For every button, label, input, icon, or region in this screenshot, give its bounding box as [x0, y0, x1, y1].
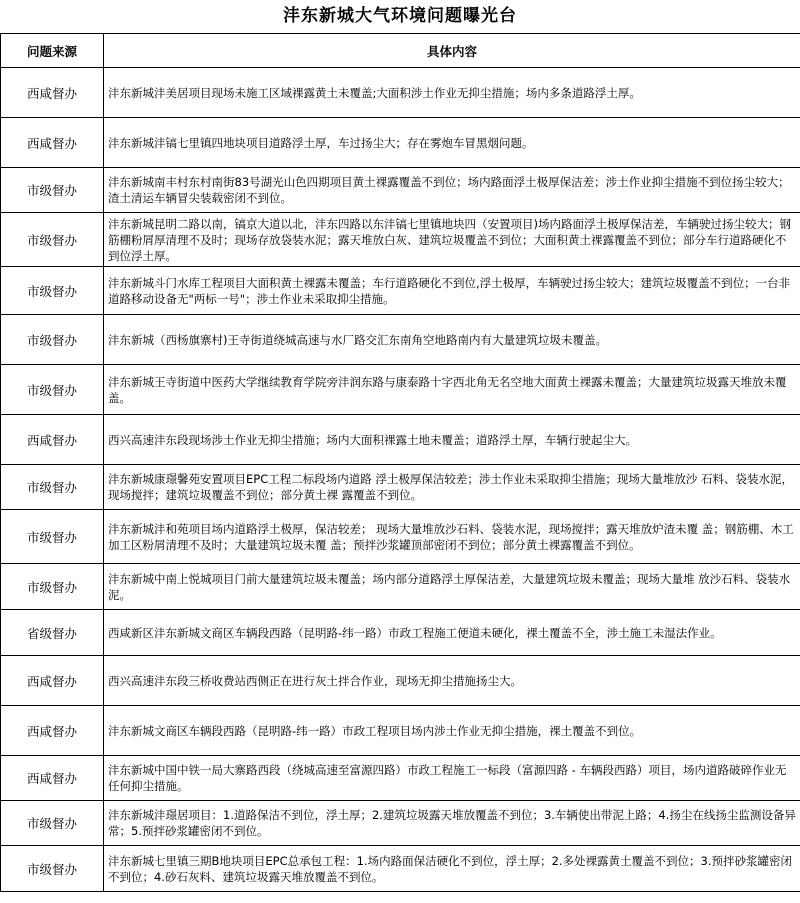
row-content: 沣东新城（西杨旗寨村)王寺街道绕城高速与水厂路交汇东南角空地路南内有大量建筑垃圾未覆盖。	[104, 315, 800, 365]
row-content: 沣东新城文商区车辆段西路（昆明路-纬一路）市政工程项目场内涉土作业无抑尘措施，裸土覆盖不到位。	[104, 706, 800, 756]
row-source: 西咸督办	[1, 656, 104, 706]
row-source: 市级督办	[1, 213, 104, 267]
table-row	[1, 756, 800, 801]
row-source: 市级督办	[1, 315, 104, 365]
table-row	[1, 801, 800, 846]
table-row	[1, 118, 800, 168]
row-content: 沣东新城中国中铁一局大寨路西段（绕城高速至富源四路）市政工程施工一标段（富源四路 - 车辆段西路）项目，场内道路破碎作业无任何抑尘措施。	[104, 756, 800, 801]
row-content: 沣东新城沣镐七里镇四地块项目道路浮土厚，车过扬尘大；存在雾炮车冒黑烟问题。	[104, 118, 800, 168]
header-content: 具体内容	[104, 34, 800, 68]
table-row	[1, 846, 800, 892]
table-row	[1, 510, 800, 564]
table-row	[1, 465, 800, 510]
row-source: 西咸督办	[1, 756, 104, 801]
header-source: 问题来源	[1, 34, 104, 68]
row-content: 沣东新城沣璟居项目：1.道路保洁不到位，浮土厚；2.建筑垃圾露天堆放覆盖不到位；3.车辆使出带泥上路；4.扬尘在线扬尘监测设备异常；5.预拌砂浆罐密闭不到位。	[104, 801, 800, 846]
table-row	[1, 365, 800, 415]
table-row	[1, 564, 800, 610]
row-source: 西咸督办	[1, 415, 104, 465]
row-source: 市级督办	[1, 846, 104, 892]
row-source: 西咸督办	[1, 118, 104, 168]
table-row	[1, 267, 800, 315]
row-content: 西兴高速沣东段现场涉土作业无抑尘措施；场内大面积裸露土地未覆盖；道路浮土厚，车辆行驶起尘大。	[104, 415, 800, 465]
row-source: 市级督办	[1, 801, 104, 846]
row-content: 沣东新城王寺街道中医药大学继续教育学院旁沣润东路与康泰路十字西北角无名空地大面黄土裸露未覆盖；大量建筑垃圾露天堆放未覆盖。	[104, 365, 800, 415]
table-row	[1, 610, 800, 656]
row-content: 沣东新城沣和苑项目场内道路浮土极厚，保洁较差； 现场大量堆放沙石料、袋装水泥，现场搅拌；露天堆放炉渣未覆 盖；钢筋棚、木工加工区粉屑清理不及时；大量建筑垃圾未覆 盖；预拌沙浆罐顶部密闭不到位；部分黄土裸露覆盖不到位。	[104, 510, 800, 564]
row-content: 西兴高速沣东段三桥收费站西侧正在进行灰土拌合作业，现场无抑尘措施扬尘大。	[104, 656, 800, 706]
row-source: 市级督办	[1, 365, 104, 415]
table-header-row	[1, 34, 800, 68]
row-source: 西咸督办	[1, 706, 104, 756]
row-source: 省级督办	[1, 610, 104, 656]
row-source: 市级督办	[1, 168, 104, 213]
row-source: 市级督办	[1, 267, 104, 315]
row-content: 沣东新城沣美居项目现场未施工区域裸露黄土未覆盖;大面积涉土作业无抑尘措施；场内多条道路浮土厚。	[104, 68, 800, 118]
row-content: 沣东新城七里镇三期B地块项目EPC总承包工程：1.场内路面保洁硬化不到位，浮土厚；2.多处裸露黄土覆盖不到位；3.预拌砂浆罐密闭不到位；4.砂石灰料、建筑垃圾露天堆放覆盖不到位。	[104, 846, 800, 892]
row-source: 市级督办	[1, 564, 104, 610]
exposure-table	[0, 33, 800, 892]
row-source: 市级督办	[1, 465, 104, 510]
table-row	[1, 315, 800, 365]
table-row	[1, 213, 800, 267]
row-content: 沣东新城中南上悦城项目门前大量建筑垃圾未覆盖；场内部分道路浮土厚保洁差，大量建筑垃圾未覆盖；现场大量堆 放沙石料、袋装水泥。	[104, 564, 800, 610]
table-row	[1, 656, 800, 706]
row-source: 市级督办	[1, 510, 104, 564]
page-title: 沣东新城大气环境问题曝光台	[283, 6, 517, 26]
row-content: 西咸新区沣东新城文商区车辆段西路（昆明路-纬一路）市政工程施工便道未硬化，裸土覆盖不全，涉土施工未湿法作业。	[104, 610, 800, 656]
table-row	[1, 706, 800, 756]
row-content: 沣东新城斗门水库工程项目大面积黄土裸露未覆盖；车行道路硬化不到位,浮土极厚，车辆驶过扬尘较大；建筑垃圾覆盖不到位；一台非道路移动设备无"两标一号"；涉土作业未采取抑尘措施。	[104, 267, 800, 315]
row-source: 西咸督办	[1, 68, 104, 118]
table-row	[1, 68, 800, 118]
table-row	[1, 415, 800, 465]
table-row	[1, 168, 800, 213]
row-content: 沣东新城昆明二路以南，镐京大道以北，沣东四路以东沣镐七里镇地块四（安置项目)场内路面浮土极厚保洁差，车辆驶过扬尘较大；钢筋棚粉屑厚清理不及时；现场存放袋装水泥；露天堆放白灰、建筑垃圾覆盖不到位；大面积黄土裸露覆盖不到位；部分车行道路硬化不到位浮土厚。	[104, 213, 800, 267]
row-content: 沣东新城南丰村东村南街83号湖光山色四期项目黄土裸露覆盖不到位；场内路面浮土极厚保洁差；涉土作业抑尘措施不到位扬尘较大；渣土清运车辆冒尖装载密闭不到位。	[104, 168, 800, 213]
row-content: 沣东新城康璟馨苑安置项目EPC工程二标段场内道路 浮土极厚保洁较差；涉土作业未采取抑尘措施；现场大量堆放沙 石料、袋装水泥，现场搅拌；建筑垃圾覆盖不到位；部分黄土裸 露覆盖不到位。	[104, 465, 800, 510]
